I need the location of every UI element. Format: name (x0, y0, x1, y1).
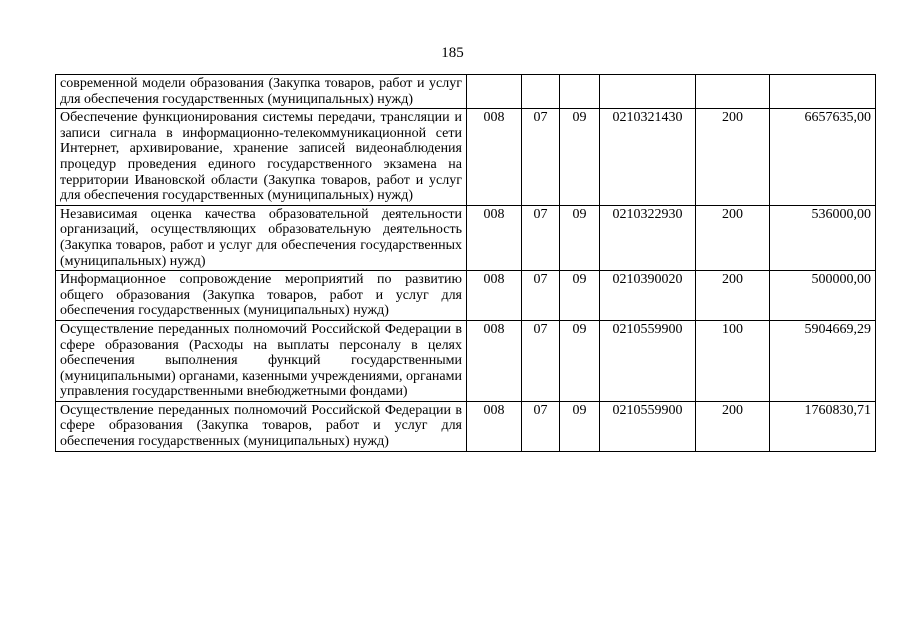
budget-table (55, 74, 876, 452)
target-article-code: 0210390020 (600, 271, 696, 321)
table-row (56, 205, 876, 270)
table-row (56, 109, 876, 206)
subsection-code: 09 (560, 205, 600, 270)
ministry-code: 008 (467, 109, 522, 206)
ministry-code: 008 (467, 320, 522, 401)
section-code: 07 (522, 401, 560, 451)
table-row (56, 271, 876, 321)
row-description: Осуществление переданных полномочий Российской Федерации в сфере образования (Закупка товаров, работ и услуг для обеспечения государственных (муниципальных) нужд) (56, 401, 467, 451)
amount: 5904669,29 (770, 320, 876, 401)
section-code: 07 (522, 205, 560, 270)
target-article-code: 0210559900 (600, 320, 696, 401)
amount: 536000,00 (770, 205, 876, 270)
expense-type-code (696, 75, 770, 109)
target-article-code (600, 75, 696, 109)
amount: 1760830,71 (770, 401, 876, 451)
row-description: Осуществление переданных полномочий Российской Федерации в сфере образования (Расходы на выплаты персоналу в целях обеспечения выполнения функций государственными (муниципальными) органами, казенными учреждениями, органами управления государственными внебюджетными фондами) (56, 320, 467, 401)
row-description: Обеспечение функционирования системы передачи, трансляции и записи сигнала в информационно-телекоммуникационной сети Интернет, архивирование, хранение записей видеонаблюдения процедур проведения единого государственного экзамена на территории Ивановской области (Закупка товаров, работ и услуг для обеспечения государственных (муниципальных) нужд) (56, 109, 467, 206)
expense-type-code: 200 (696, 401, 770, 451)
table-row (56, 401, 876, 451)
subsection-code: 09 (560, 109, 600, 206)
section-code: 07 (522, 109, 560, 206)
target-article-code: 0210559900 (600, 401, 696, 451)
target-article-code: 0210321430 (600, 109, 696, 206)
expense-type-code: 200 (696, 205, 770, 270)
ministry-code: 008 (467, 205, 522, 270)
row-description: Информационное сопровождение мероприятий по развитию общего образования (Закупка товаров, работ и услуг для обеспечения государственных (муниципальных) нужд) (56, 271, 467, 321)
subsection-code: 09 (560, 320, 600, 401)
row-description: современной модели образования (Закупка товаров, работ и услуг для обеспечения государственных (муниципальных) нужд) (56, 75, 467, 109)
ministry-code (467, 75, 522, 109)
expense-type-code: 200 (696, 109, 770, 206)
subsection-code (560, 75, 600, 109)
ministry-code: 008 (467, 271, 522, 321)
section-code: 07 (522, 320, 560, 401)
expense-type-code: 100 (696, 320, 770, 401)
amount: 500000,00 (770, 271, 876, 321)
target-article-code: 0210322930 (600, 205, 696, 270)
table-row (56, 320, 876, 401)
table-row (56, 75, 876, 109)
expense-type-code: 200 (696, 271, 770, 321)
page-number: 185 (441, 45, 464, 61)
ministry-code: 008 (467, 401, 522, 451)
subsection-code: 09 (560, 271, 600, 321)
amount: 6657635,00 (770, 109, 876, 206)
section-code: 07 (522, 271, 560, 321)
subsection-code: 09 (560, 401, 600, 451)
section-code (522, 75, 560, 109)
amount (770, 75, 876, 109)
row-description: Независимая оценка качества образовательной деятельности организаций, осуществляющих образовательную деятельность (Закупка товаров, работ и услуг для обеспечения государственных (муниципальных) нужд) (56, 205, 467, 270)
